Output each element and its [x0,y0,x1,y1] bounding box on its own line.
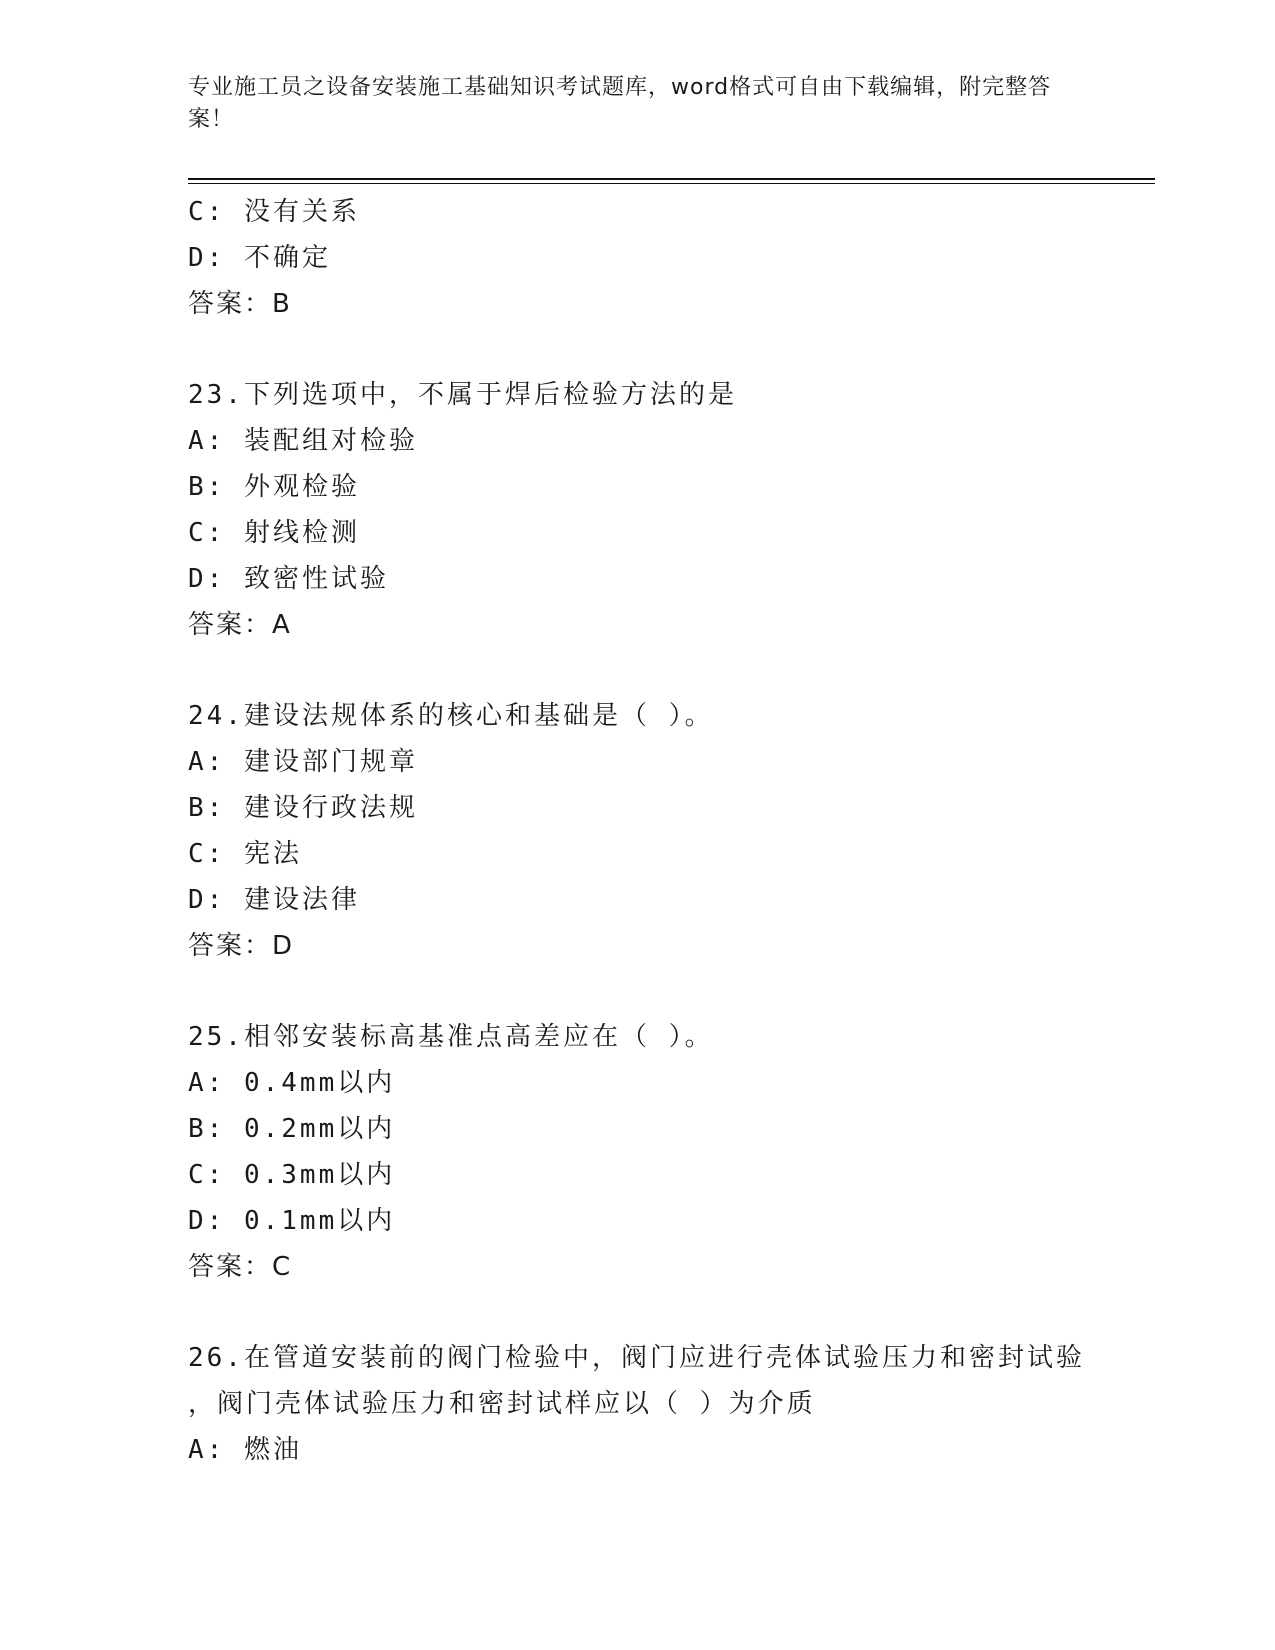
document-header: 专业施工员之设备安装施工基础知识考试题库，word格式可自由下载编辑，附完整答案！ [188,75,1052,132]
option-d: D: 不确定 [188,243,331,273]
answer-line: 答案：A [188,610,292,640]
option-d: D: 致密性试验 [188,564,389,594]
option-a: A: 燃油 [188,1435,302,1465]
option-b: B: 外观检验 [188,472,360,502]
option-d: D: 0.1mm以内 [188,1206,396,1236]
question-26-line-2: ，阀门壳体试验压力和密封试样应以（ ）为介质 [188,1389,816,1419]
option-c: C: 没有关系 [188,197,360,227]
option-c: C: 射线检测 [188,518,360,548]
header-divider-thin [188,183,1155,184]
option-c: C: 宪法 [188,839,302,869]
header-divider-thick [188,178,1155,180]
question-23: 23.下列选项中，不属于焊后检验方法的是 [188,380,737,410]
option-a: A: 0.4mm以内 [188,1068,396,1098]
answer-line: 答案：B [188,289,292,319]
answer-line: 答案：C [188,1252,293,1282]
question-list [188,189,1088,1473]
option-d: D: 建设法律 [188,885,360,915]
option-a: A: 建设部门规章 [188,747,418,777]
question-24: 24.建设法规体系的核心和基础是（ ）。 [188,701,714,731]
question-26-line-1: 26.在管道安装前的阀门检验中，阀门应进行壳体试验压力和密封试验 [188,1343,1085,1373]
option-a: A: 装配组对检验 [188,426,418,456]
option-b: B: 0.2mm以内 [188,1114,396,1144]
answer-line: 答案：D [188,931,295,961]
question-25: 25.相邻安装标高基准点高差应在（ ）。 [188,1022,714,1052]
option-b: B: 建设行政法规 [188,793,418,823]
option-c: C: 0.3mm以内 [188,1160,396,1190]
